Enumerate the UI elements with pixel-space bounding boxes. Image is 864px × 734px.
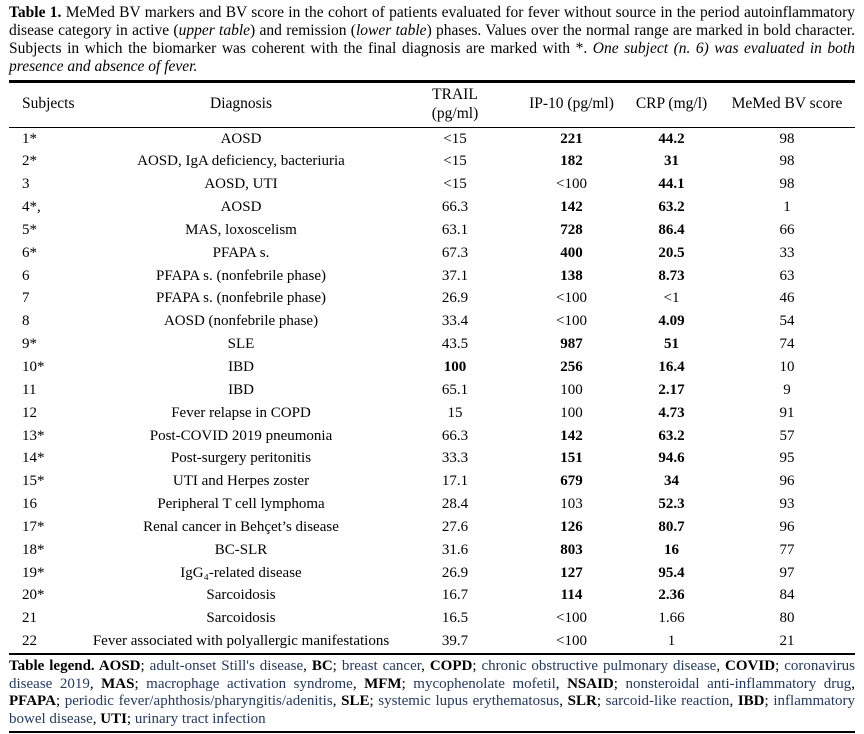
subject-cell: 3	[22, 176, 30, 193]
trail-cell: 65.1	[441, 381, 469, 398]
crp-cell: 4.73	[658, 404, 685, 421]
legend-expansion: systemic lupus erythematosus	[378, 693, 560, 710]
table-row	[9, 402, 855, 425]
subject-cell: 16	[22, 496, 37, 513]
caption-segment: ) phases. Values over the normal range are marked in bold character. Subjects in which the biomarker was coherent with the final diagnosis are marked with *.	[9, 21, 855, 57]
score-cell: 66	[779, 221, 795, 238]
legend-abbr: UTI	[100, 710, 127, 727]
trail-cell: 66.3	[441, 427, 469, 444]
crp-cell: 2.17	[658, 381, 685, 398]
legend-separator: ,	[89, 675, 102, 692]
subject-cell: 10*	[22, 358, 45, 375]
score-cell: 9	[783, 381, 791, 398]
legend-separator: ;	[55, 693, 65, 710]
score-cell: 77	[779, 541, 795, 558]
legend-abbr: COPD	[429, 658, 473, 675]
memed-bv-table	[9, 80, 855, 655]
diagnosis-cell: Sarcoidosis	[206, 587, 276, 604]
legend-expansion: nonsteroidal anti-inflammatory drug	[625, 675, 852, 692]
legend-separator: ;	[332, 658, 342, 675]
diagnosis-cell: PFAPA s.	[212, 244, 270, 261]
ip10-cell: <100	[556, 290, 587, 307]
legend-expansion: mycophenolate mofetil	[413, 675, 556, 692]
trail-cell: 15	[447, 404, 463, 421]
score-cell: 57	[779, 427, 795, 444]
subject-cell: 6*	[22, 244, 37, 261]
table-row	[9, 310, 855, 333]
caption-segment: One subject (n. 6) was evaluated in both presence and absence of fever.	[9, 39, 855, 75]
ip10-cell: <100	[556, 176, 587, 193]
header-row	[9, 81, 855, 127]
crp-cell: 16.4	[658, 358, 685, 375]
crp-cell: 63.2	[658, 427, 685, 444]
diagnosis-cell: PFAPA s. (nonfebrile phase)	[156, 267, 326, 284]
table-row	[9, 425, 855, 448]
crp-cell: 2.36	[658, 587, 685, 604]
ip10-cell: <100	[556, 610, 587, 627]
legend-lead: Table legend.	[9, 658, 99, 675]
diagnosis-cell: Peripheral T cell lymphoma	[157, 496, 325, 513]
trail-cell: 16.5	[441, 610, 469, 627]
table-row	[9, 607, 855, 630]
score-cell: 84	[779, 587, 795, 604]
table-row	[9, 516, 855, 539]
trail-cell: 17.1	[441, 473, 469, 490]
trail-cell: 100	[443, 358, 467, 375]
legend-expansion: macrophage activation syndrome	[146, 675, 353, 692]
table-row	[9, 196, 855, 219]
crp-cell: 4.09	[658, 313, 685, 330]
diagnosis-cell: Renal cancer in Behçet’s disease	[143, 518, 339, 535]
trail-cell: 26.9	[441, 290, 469, 307]
legend-expansion: inflammatory bowel disease	[9, 693, 856, 727]
ip10-cell: 142	[560, 199, 583, 216]
legend-separator: ;	[764, 693, 774, 710]
table-row	[9, 539, 855, 562]
legend-abbr: SLE	[341, 693, 370, 710]
column-header-line: Subjects	[22, 95, 75, 113]
legend-abbr: SLR	[567, 693, 597, 710]
legend-abbr: MFM	[364, 675, 402, 692]
ip10-cell: 127	[560, 564, 583, 581]
legend-abbr: MAS	[101, 675, 135, 692]
score-cell: 80	[779, 610, 795, 627]
column-header-score	[719, 81, 855, 127]
subject-cell: 7	[22, 290, 30, 307]
diagnosis-cell: AOSD, IgA deficiency, bacteriuria	[137, 153, 345, 170]
ip10-cell: 142	[560, 427, 583, 444]
legend-separator: ;	[369, 693, 379, 710]
legend-separator: ,	[555, 675, 568, 692]
score-cell: 98	[779, 130, 795, 147]
table-row	[9, 242, 855, 265]
legend-abbr: BC	[311, 658, 333, 675]
ip10-cell: 679	[560, 473, 583, 490]
diagnosis-cell: Post-COVID 2019 pneumonia	[149, 427, 333, 444]
trail-cell: <15	[443, 176, 467, 193]
subject-cell: 4*,	[22, 199, 41, 216]
score-cell: 96	[779, 473, 795, 490]
caption-segment: ) and remission (	[250, 21, 356, 39]
subject-cell: 19*	[22, 564, 45, 581]
crp-cell: 80.7	[658, 518, 685, 535]
diagnosis-cell: SLE	[227, 336, 255, 353]
subject-cell: 13*	[22, 427, 45, 444]
ip10-cell: 221	[560, 130, 583, 147]
legend-separator: ,	[716, 658, 726, 675]
trail-cell: 33.4	[441, 313, 469, 330]
column-header-line: Diagnosis	[210, 95, 272, 113]
table-row	[9, 470, 855, 493]
subject-cell: 1*	[22, 130, 37, 147]
ip10-cell: 182	[560, 153, 583, 170]
table-row	[9, 265, 855, 288]
subject-cell: 17*	[22, 518, 45, 535]
trail-cell: <15	[443, 130, 467, 147]
legend-separator: ,	[92, 710, 101, 727]
column-header-line: IP-10 (pg/ml)	[529, 95, 614, 113]
ip10-cell: 126	[560, 518, 583, 535]
table-row	[9, 379, 855, 402]
ip10-cell: 400	[560, 244, 583, 261]
table-row	[9, 219, 855, 242]
diagnosis-cell: AOSD (nonfebrile phase)	[163, 313, 319, 330]
ip10-cell: 103	[560, 496, 583, 513]
legend-expansion: sarcoid-like reaction	[605, 693, 730, 710]
subject-cell: 12	[22, 404, 37, 421]
caption-segment: MeMed BV markers and BV score in the cohort of patients evaluated for fever without source in the period autoinflammatory disease category in active (	[9, 4, 855, 39]
trail-cell: 31.6	[441, 541, 469, 558]
score-cell: 93	[779, 496, 795, 513]
ip10-cell: 114	[560, 587, 583, 604]
trail-cell: 63.1	[441, 221, 469, 238]
table-row	[9, 585, 855, 608]
diagnosis-cell: UTI and Herpes zoster	[172, 473, 310, 490]
legend-separator: ;	[775, 658, 785, 675]
diagnosis-cell: MAS, loxoscelism	[185, 221, 297, 238]
crp-cell: 1.66	[658, 610, 685, 627]
subject-cell: 20*	[22, 587, 45, 604]
ip10-cell: 138	[560, 267, 583, 284]
legend-separator: ;	[140, 658, 150, 675]
column-header-ip10	[519, 81, 624, 127]
subject-cell: 22	[22, 633, 37, 650]
subject-cell: 8	[22, 313, 30, 330]
legend-separator: ,	[559, 693, 568, 710]
trail-cell: 27.6	[441, 518, 469, 535]
ip10-cell: <100	[556, 633, 587, 650]
crp-cell: 34	[664, 473, 679, 490]
trail-cell: 66.3	[441, 199, 469, 216]
crp-cell: 31	[664, 153, 679, 170]
legend-separator: ,	[729, 693, 738, 710]
diagnosis-cell: BC-SLR	[214, 541, 268, 558]
trail-cell: 33.3	[441, 450, 469, 467]
ip10-cell: 100	[560, 404, 583, 421]
crp-cell: <1	[663, 290, 680, 307]
subject-cell: 15*	[22, 473, 45, 490]
diagnosis-cell: Post-surgery peritonitis	[170, 450, 312, 467]
score-cell: 95	[779, 450, 795, 467]
table-row	[9, 562, 855, 585]
table-row	[9, 150, 855, 173]
caption-segment: lower table	[355, 21, 427, 39]
legend-abbr: COVID	[725, 658, 776, 675]
column-header-line: CRP (mg/l)	[635, 95, 708, 113]
legend-separator: ,	[352, 675, 365, 692]
score-cell: 91	[779, 404, 795, 421]
crp-cell: 94.6	[658, 450, 685, 467]
trail-cell: <15	[443, 153, 467, 170]
score-cell: 1	[783, 199, 791, 216]
trail-cell: 28.4	[441, 496, 469, 513]
subject-cell: 5*	[22, 221, 37, 238]
column-header-crp	[624, 81, 719, 127]
subject-cell: 9*	[22, 336, 37, 353]
diagnosis-cell: Sarcoidosis	[206, 610, 276, 627]
subject-cell: 14*	[22, 450, 45, 467]
legend-expansion: periodic fever/aphthosis/pharyngitis/adenitis	[64, 693, 333, 710]
diagnosis-cell: AOSD	[220, 199, 262, 216]
trail-cell: 37.1	[441, 267, 469, 284]
crp-cell: 1	[667, 633, 676, 650]
legend-separator: ;	[596, 693, 606, 710]
column-header-subjects	[9, 81, 91, 127]
crp-cell: 86.4	[658, 221, 685, 238]
column-header-line: MeMed BV score	[731, 95, 843, 113]
diagnosis-cell: AOSD	[220, 130, 262, 147]
caption-segment: Table 1.	[9, 4, 62, 21]
diagnosis-cell: IBD	[228, 358, 254, 375]
diagnosis-cell: IBD	[228, 381, 254, 398]
table-row	[9, 288, 855, 311]
subject-cell: 6	[22, 267, 30, 284]
subject-cell: 21	[22, 610, 37, 627]
ip10-cell: 100	[560, 381, 583, 398]
score-cell: 97	[779, 564, 795, 581]
subject-cell: 2*	[22, 153, 37, 170]
trail-cell: 16.7	[441, 587, 469, 604]
crp-cell: 52.3	[658, 496, 685, 513]
table-row	[9, 173, 855, 196]
score-cell: 63	[779, 267, 795, 284]
ip10-cell: 256	[560, 358, 583, 375]
score-cell: 96	[779, 518, 795, 535]
diagnosis-cell: PFAPA s. (nonfebrile phase)	[156, 290, 326, 307]
diagnosis-cell: Fever relapse in COPD	[171, 404, 311, 421]
table-row	[9, 333, 855, 356]
legend-abbr: PFAPA	[9, 693, 56, 710]
column-header-diagnosis	[91, 81, 391, 127]
crp-cell: 95.4	[658, 564, 685, 581]
legend-separator: ,	[851, 675, 856, 692]
legend-separator: ;	[613, 675, 626, 692]
score-cell: 74	[779, 336, 795, 353]
trail-cell: 26.9	[441, 564, 469, 581]
diagnosis-cell: IgG₄-related disease	[180, 564, 302, 581]
legend-separator: ,	[332, 693, 342, 710]
ip10-cell: <100	[556, 313, 587, 330]
ip10-cell: 803	[560, 541, 583, 558]
legend-expansion: urinary tract infection	[134, 710, 266, 727]
diagnosis-cell: AOSD, UTI	[204, 176, 278, 193]
table-legend	[9, 658, 855, 728]
trail-cell: 39.7	[441, 633, 469, 650]
legend-expansion: breast cancer	[341, 658, 422, 675]
legend-abbr: AOSD	[98, 658, 141, 675]
legend-separator: ;	[126, 710, 135, 727]
legend-separator: ;	[472, 658, 482, 675]
legend-abbr: IBD	[737, 693, 765, 710]
crp-cell: 8.73	[658, 267, 685, 284]
legend-separator: ;	[401, 675, 414, 692]
score-cell: 10	[779, 358, 795, 375]
score-cell: 54	[779, 313, 795, 330]
ip10-cell: 728	[560, 221, 583, 238]
caption-segment: upper table	[178, 21, 251, 39]
legend-expansion: adult-onset Still's disease	[149, 658, 304, 675]
table-row	[9, 356, 855, 379]
legend-separator: ,	[303, 658, 312, 675]
subject-cell: 11	[22, 381, 37, 398]
legend-expansion: coronavirus disease 2019	[9, 658, 856, 692]
diagnosis-cell: Fever associated with polyallergic manifestations	[92, 633, 390, 650]
table-caption	[9, 4, 855, 76]
crp-cell: 20.5	[658, 244, 685, 261]
crp-cell: 44.1	[658, 176, 685, 193]
score-cell: 98	[779, 176, 795, 193]
trail-cell: 43.5	[441, 336, 469, 353]
crp-cell: 16	[664, 541, 679, 558]
column-header-line: (pg/ml)	[431, 105, 479, 123]
table-row	[9, 127, 855, 150]
legend-abbr: NSAID	[567, 675, 614, 692]
table-row	[9, 630, 855, 654]
column-header-trail	[391, 81, 519, 127]
column-header-line: TRAIL	[432, 85, 478, 103]
table-header	[9, 81, 855, 127]
score-cell: 46	[779, 290, 795, 307]
table-row	[9, 493, 855, 516]
ip10-cell: 151	[560, 450, 583, 467]
table-body	[9, 127, 855, 654]
legend-separator: ;	[134, 675, 147, 692]
table-row	[9, 447, 855, 470]
ip10-cell: 987	[560, 336, 583, 353]
score-cell: 21	[779, 633, 795, 650]
crp-cell: 51	[664, 336, 679, 353]
score-cell: 98	[779, 153, 795, 170]
legend-separator: ,	[421, 658, 430, 675]
crp-cell: 44.2	[658, 130, 685, 147]
subject-cell: 18*	[22, 541, 45, 558]
bottom-rule	[9, 731, 855, 733]
legend-expansion: chronic obstructive pulmonary disease	[481, 658, 717, 675]
crp-cell: 63.2	[658, 199, 685, 216]
score-cell: 33	[779, 244, 795, 261]
trail-cell: 67.3	[441, 244, 469, 261]
